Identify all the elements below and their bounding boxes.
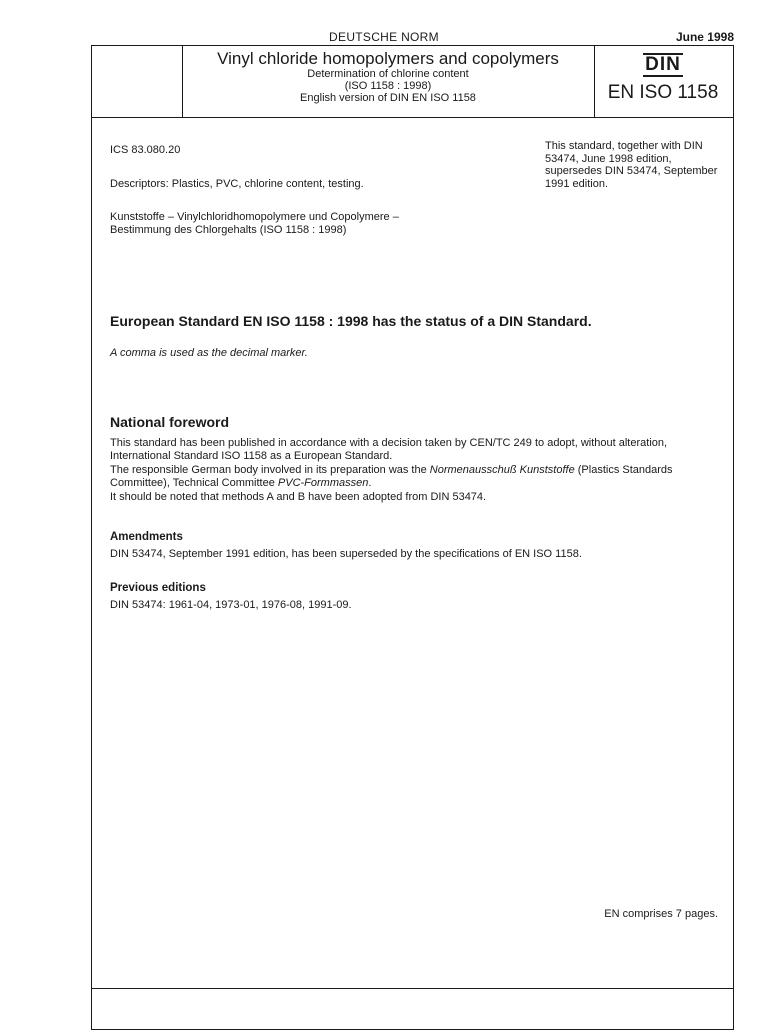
foreword-text: The responsible German body involved in its preparation was the	[110, 464, 430, 476]
foreword-body	[110, 437, 718, 506]
ics-code: ICS 83.080.20	[110, 144, 181, 156]
page-frame	[91, 45, 734, 1030]
document-subtitle: Determination of chlorine content	[307, 68, 469, 80]
foreword-heading: National foreword	[110, 414, 230, 430]
status-statement: European Standard EN ISO 1158 : 1998 has the status of a DIN Standard.	[110, 313, 592, 329]
german-title-line: Kunststoffe – Vinylchloridhomopolymere und Copolymere –	[110, 211, 399, 223]
descriptors: Descriptors: Plastics, PVC, chlorine content, testing.	[110, 178, 364, 190]
amendments-heading: Amendments	[110, 531, 183, 543]
foreword-paragraph: This standard has been published in accordance with a decision taken by CEN/TC 249 to adopt, without alteration, International Standard ISO 1158 as a European Standard.	[110, 437, 668, 462]
foreword-paragraph	[110, 464, 718, 489]
norm-label: DEUTSCHE NORM	[329, 30, 439, 44]
publication-date: June 1998	[675, 30, 734, 44]
title-block	[91, 45, 734, 118]
standard-number: EN ISO 1158	[607, 82, 719, 103]
german-title-line: Bestimmung des Chlorgehalts (ISO 1158 : 1998)	[110, 223, 347, 236]
footer-divider	[91, 988, 734, 989]
document-title: Vinyl chloride homopolymers and copolymers	[217, 49, 559, 68]
german-title	[110, 211, 399, 236]
foreword-paragraph: It should be noted that methods A and B have been adopted from DIN 53474.	[110, 491, 487, 503]
technical-committee-name: PVC-Formmassen	[277, 476, 369, 489]
previous-editions-text: DIN 53474: 1961-04, 1973-01, 1976-08, 1991-09.	[110, 599, 352, 611]
previous-editions-heading: Previous editions	[110, 582, 206, 594]
title-left-cell	[91, 45, 183, 117]
page-count-note: EN comprises 7 pages.	[604, 908, 718, 920]
foreword-text: (Plastics Standards Committee), Technical Committee	[110, 464, 673, 489]
amendments-text: DIN 53474, September 1991 edition, has been superseded by the specifications of EN ISO 1158.	[110, 548, 582, 560]
supersedes-note: This standard, together with DIN 53474, June 1998 edition, supersedes DIN 53474, September 1991 edition.	[545, 140, 718, 190]
decimal-note: A comma is used as the decimal marker.	[110, 347, 308, 359]
english-version-note: English version of DIN EN ISO 1158	[300, 92, 476, 104]
iso-reference: (ISO 1158 : 1998)	[344, 80, 432, 92]
foreword-text: .	[368, 476, 372, 489]
standard-id-cell	[594, 45, 732, 117]
committee-name: Normenausschuß Kunststoffe	[429, 464, 575, 476]
din-logo: DIN	[645, 54, 681, 75]
title-center	[182, 45, 595, 117]
